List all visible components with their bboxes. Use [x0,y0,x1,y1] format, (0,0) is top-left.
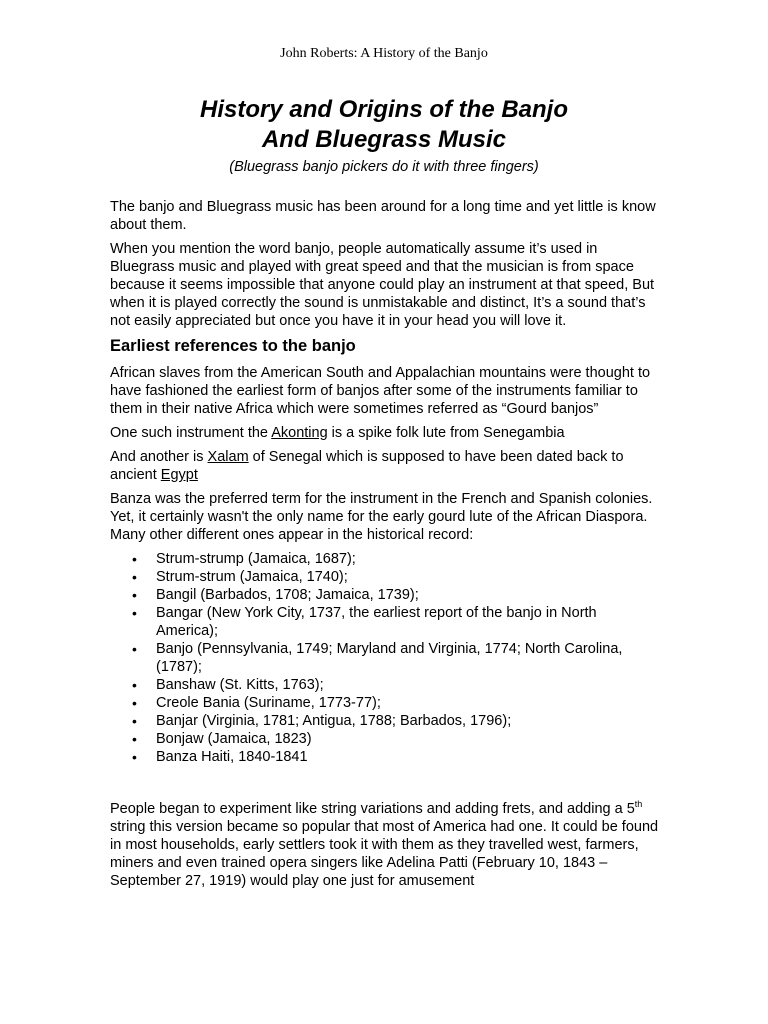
list-item-text: Bonjaw (Jamaica, 1823) [156,731,312,747]
bullet-icon: • [132,569,137,585]
list-item [132,694,660,712]
list-item [132,568,660,586]
list-item-text: Banza Haiti, 1840-1841 [156,749,308,765]
akonting-text-after: is a spike folk lute from Senegambia [327,425,565,441]
paragraph-experiment [110,800,660,890]
list-item-text: Banjar (Virginia, 1781; Antigua, 1788; Barbados, 1796); [156,713,512,729]
experiment-text-before: People began to experiment like string variations and adding frets, and adding a 5 [110,801,635,817]
list-item-text: Strum-strum (Jamaica, 1740); [156,569,348,585]
list-item-text: Banjo (Pennsylvania, 1749; Maryland and Virginia, 1774; North Carolina, (1787); [156,641,623,675]
paragraph-slaves: African slaves from the American South and Appalachian mountains were thought to have fashioned the earliest form of banjos after some of the instruments familiar to them in their native Africa which were sometimes referred as “Gourd banjos” [110,365,651,417]
instrument-names-list [110,550,660,766]
paragraph-xalam [110,448,660,484]
body-text [110,198,660,896]
list-item-text: Banshaw (St. Kitts, 1763); [156,677,324,693]
xalam-text-middle: of Senegal which is supposed to have been dated back to ancient [110,449,624,483]
section-heading: Earliest references to the banjo [110,337,356,355]
akonting-text-before: One such instrument the [110,425,272,441]
paragraph-akonting [110,424,660,442]
list-item [132,712,660,730]
bullet-icon: • [132,713,137,729]
list-item [132,550,660,568]
experiment-text-after: string this version became so popular that most of America had one. It could be found in most households, early settlers took it with them as they travelled west, farmers, miners and even trained opera singers like Adelina Patti (February 10, 1843 – September 27, 1919) would play one just for amusement [110,819,659,889]
akonting-link[interactable]: Akonting [271,425,328,441]
list-item [132,730,660,748]
bullet-icon: • [132,641,137,657]
bullet-icon: • [132,551,137,567]
document-title-line-1: History and Origins of the Banjo [199,96,569,123]
paragraph-intro: The banjo and Bluegrass music has been around for a long time and yet little is know about them. [110,199,656,233]
egypt-link[interactable]: Egypt [160,467,198,483]
xalam-link[interactable]: Xalam [207,449,249,465]
document-title-line-2: And Bluegrass Music [261,126,507,153]
list-item-text: Strum-strump (Jamaica, 1687); [156,551,356,567]
bullet-icon: • [132,605,137,621]
ordinal-suffix: th [634,799,643,810]
bullet-icon: • [132,695,137,711]
title-block [0,95,768,176]
list-item-text: Creole Bania (Suriname, 1773-77); [156,695,381,711]
bullet-icon: • [132,677,137,693]
list-item-text: Bangar (New York City, 1737, the earliest report of the banjo in North America); [156,605,597,639]
document-subtitle: (Bluegrass banjo pickers do it with three fingers) [229,159,539,175]
running-header: John Roberts: A History of the Banjo [280,46,488,61]
bullet-icon: • [132,587,137,603]
list-item [132,676,660,694]
list-item [132,604,660,640]
paragraph-banza: Banza was the preferred term for the instrument in the French and Spanish colonies. Yet, it certainly wasn't the only name for the early gourd lute of the African Diaspora. Many other different ones appear in the historical record: [110,491,653,543]
paragraph-mention: When you mention the word banjo, people automatically assume it’s used in Bluegrass music and played with great speed and that the musician is from space because it seems impossible that anyone could play an instrument at that speed, But when it is played correctly the sound is unmistakable and distinct, It’s a sound that’s not easily appreciated but once you have it in your head you will love it. [110,241,655,329]
list-item [132,640,660,676]
xalam-text-before: And another is [110,449,208,465]
list-item-text: Bangil (Barbados, 1708; Jamaica, 1739); [156,587,419,603]
list-item [132,748,660,766]
list-item [132,586,660,604]
bullet-icon: • [132,749,137,765]
bullet-icon: • [132,731,137,747]
